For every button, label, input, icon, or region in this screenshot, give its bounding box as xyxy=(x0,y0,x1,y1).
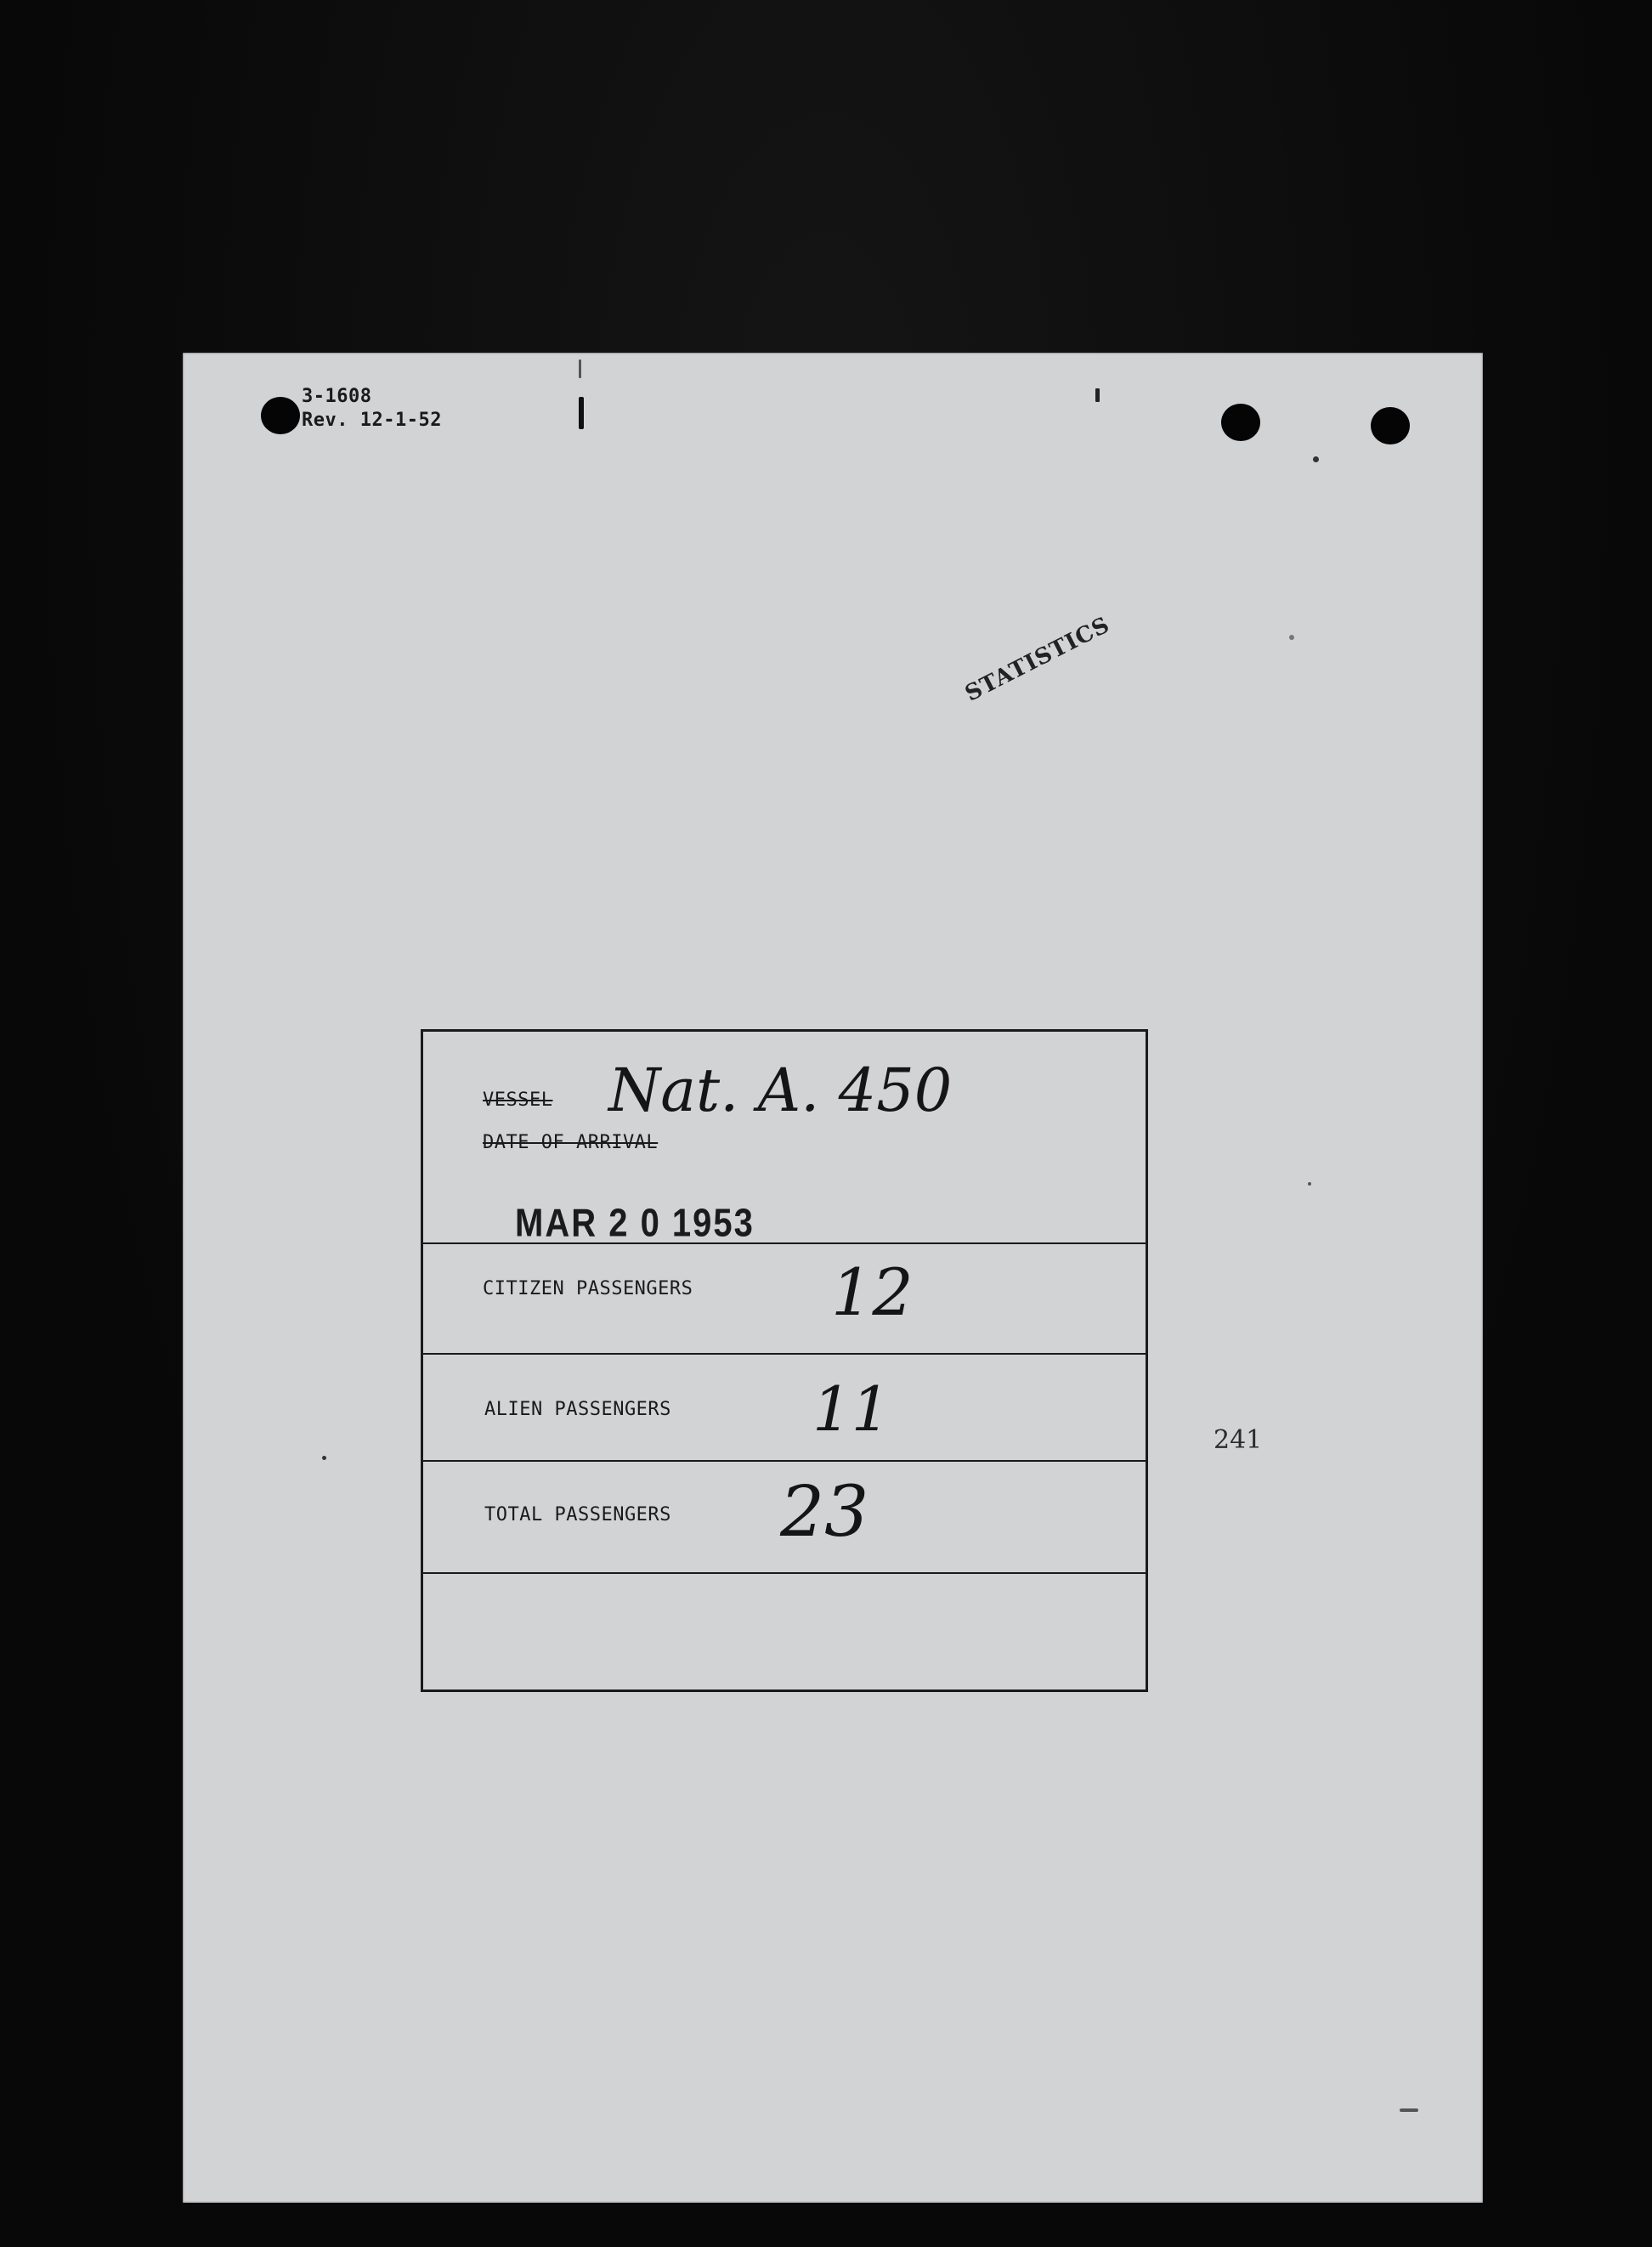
form-number: 3-1608 xyxy=(302,386,372,407)
alien-passengers-label: ALIEN PASSENGERS xyxy=(484,1399,671,1420)
punch-hole-right-2 xyxy=(1371,407,1410,444)
document-page xyxy=(183,353,1483,2203)
total-passengers-row xyxy=(423,1460,1146,1572)
ink-speck xyxy=(1289,635,1294,640)
statistics-stamp: STATISTICS xyxy=(961,612,1114,707)
ink-speck xyxy=(1400,2108,1418,2112)
ink-speck xyxy=(1095,388,1100,402)
passenger-form-box xyxy=(421,1029,1148,1692)
vessel-label: VESSEL xyxy=(483,1090,553,1111)
punch-hole-left xyxy=(261,397,300,434)
alien-passengers-row xyxy=(423,1353,1146,1462)
date-of-arrival-stamp: MAR 2 0 1953 xyxy=(515,1202,755,1245)
alien-passengers-value: 11 xyxy=(812,1373,891,1445)
ink-speck xyxy=(1313,456,1319,462)
citizen-passengers-label: CITIZEN PASSENGERS xyxy=(483,1278,693,1299)
form-revision: Rev. 12-1-52 xyxy=(302,410,442,431)
citizen-passengers-row xyxy=(423,1242,1146,1355)
total-passengers-label: TOTAL PASSENGERS xyxy=(484,1504,671,1525)
ink-speck xyxy=(579,359,581,378)
citizen-passengers-value: 12 xyxy=(831,1254,914,1330)
date-of-arrival-label: DATE OF ARRIVAL xyxy=(483,1132,659,1153)
ink-speck xyxy=(1308,1182,1311,1186)
blank-row xyxy=(423,1572,1146,1691)
form-code xyxy=(302,385,442,433)
punch-hole-right-1 xyxy=(1221,404,1260,441)
total-passengers-value: 23 xyxy=(780,1472,869,1553)
ink-speck xyxy=(579,397,584,429)
vessel-value: Nat. A. 450 xyxy=(608,1056,953,1125)
page-number: 241 xyxy=(1214,1425,1263,1455)
ink-speck xyxy=(322,1456,326,1460)
